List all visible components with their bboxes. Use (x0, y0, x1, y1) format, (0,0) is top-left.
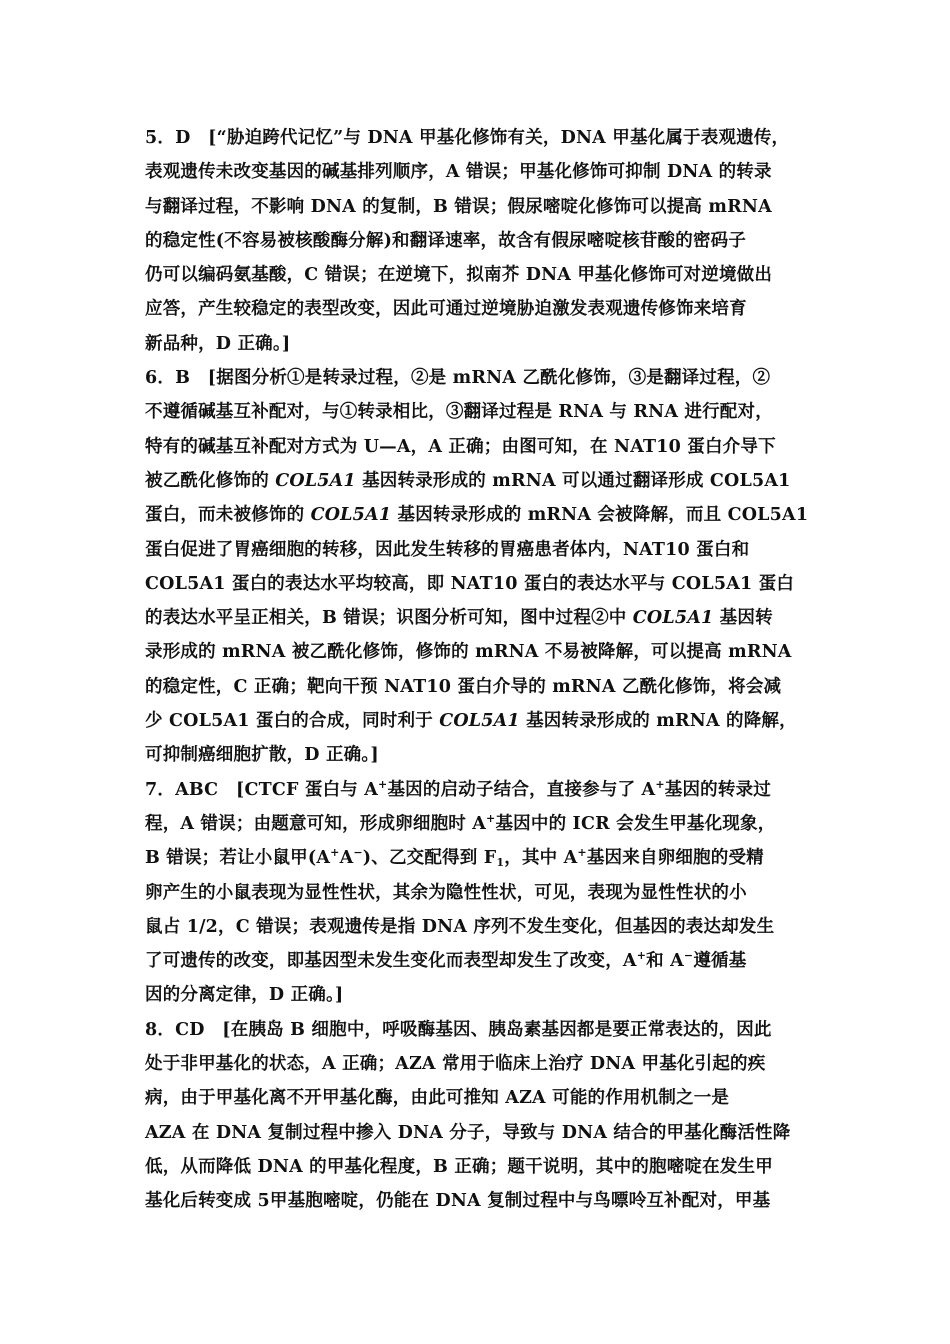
text-line: 卵产生的小鼠表现为显性性状，其余为隐性性状，可见，表现为显性性状的小 (145, 882, 747, 903)
text-line: 5．D [“胁迫跨代记忆”与 DNA 甲基化修饰有关，DNA 甲基化属于表观遗传， (145, 128, 790, 148)
text-line: 表观遗传未改变基因的碱基排列顺序，A 错误；甲基化修饰可抑制 DNA 的转录 (145, 162, 772, 183)
text-segment: 和 A (646, 951, 684, 972)
text-segment: 的表达水平呈正相关，B 错误；识图分析可知，图中过程②中 (145, 608, 633, 629)
text-segment: + (577, 846, 587, 860)
text-line: COL5A1 蛋白的表达水平均较高，即 NAT10 蛋白的表达水平与 COL5A1 蛋白 (145, 573, 795, 594)
text-segment: 基因中的 ICR 会发生甲基化现象， (495, 813, 776, 834)
text-line: 6．B [据图分析①是转录过程，②是 mRNA 乙酰化修饰，③是翻译过程，② (145, 368, 771, 389)
answer-explanation-text (145, 121, 813, 1219)
text-segment: − (683, 949, 694, 963)
text-line: AZA 在 DNA 复制过程中掺入 DNA 分子，导致与 DNA 结合的甲基化酶活性降 (145, 1122, 791, 1143)
text-segment: COL5A1 (275, 470, 356, 491)
text-line: 新品种，D 正确。] (145, 333, 291, 354)
text-line: 录形成的 mRNA 被乙酰化修饰，修饰的 mRNA 不易被降解，可以提高 mRNA (145, 642, 792, 663)
text-line (145, 944, 813, 978)
text-segment: COL5A1 (439, 711, 520, 732)
text-line: 鼠占 1/2，C 错误；表观遗传是指 DNA 序列不发生变化，但基因的表达却发生 (145, 916, 775, 937)
text-line (145, 601, 813, 635)
text-segment: ，其中 A (504, 848, 578, 869)
text-line: 特有的碱基互补配对方式为 U—A，A 正确；由图可知，在 NAT10 蛋白介导下 (145, 436, 776, 457)
text-segment: )、乙交配得到 F (362, 848, 497, 869)
text-segment: 被乙酰化修饰的 (145, 470, 276, 491)
text-segment: 基因的转录过 (664, 779, 771, 800)
text-segment: 7．ABC [CTCF 蛋白与 A (145, 779, 379, 800)
text-segment: 基因转 (713, 608, 773, 629)
text-line (145, 807, 813, 841)
text-line: 仍可以编码氨基酸，C 错误；在逆境下，拟南芥 DNA 甲基化修饰可对逆境做出 (145, 265, 773, 286)
text-line (145, 773, 813, 807)
text-segment: 基因的启动子结合，直接参与了 A (387, 779, 656, 800)
text-line: 可抑制癌细胞扩散，D 正确。] (145, 745, 379, 766)
text-segment: A (339, 848, 354, 869)
text-line (145, 464, 813, 498)
text-segment: B 错误；若让小鼠甲(A (145, 848, 331, 869)
text-line: 病，由于甲基化离不开甲基化酶，由此可推知 AZA 可能的作用机制之一是 (145, 1088, 730, 1109)
text-line (145, 498, 813, 532)
text-segment: COL5A1 (632, 608, 714, 629)
text-segment: 程，A 错误；由题意可知，形成卵细胞时 A (145, 813, 487, 834)
text-segment: 遵循基 (693, 951, 747, 972)
text-line: 低，从而降低 DNA 的甲基化程度，B 正确；题干说明，其中的胞嘧啶在发生甲 (145, 1156, 773, 1177)
text-segment: 1 (496, 856, 505, 870)
text-line: 处于非甲基化的状态，A 正确；AZA 常用于临床上治疗 DNA 甲基化引起的疾 (145, 1054, 766, 1075)
text-line (145, 841, 813, 875)
text-segment: 基因来自卵细胞的受精 (586, 848, 764, 869)
text-line: 蛋白促进了胃癌细胞的转移，因此发生转移的胃癌患者体内，NAT10 蛋白和 (145, 539, 750, 560)
text-segment: + (655, 777, 665, 791)
text-segment: COL5A1 (310, 505, 392, 526)
text-line: 应答，产生较稳定的表型改变，因此可通过逆境胁迫激发表观遗传修饰来培育 (145, 299, 747, 320)
text-line: 因的分离定律，D 正确。] (145, 985, 344, 1006)
text-segment: 基因转录形成的 mRNA 可以通过翻译形成 COL5A1 (355, 470, 791, 491)
text-segment: 了可遗传的改变，即基因型未发生变化而表型却发生了改变，A (145, 951, 637, 972)
text-segment: 基因转录形成的 mRNA 的降解， (519, 711, 797, 732)
text-line: 8．CD [在胰岛 B 细胞中，呼吸酶基因、胰岛素基因都是要正常表达的，因此 (145, 1019, 772, 1040)
text-line: 基化后转变成 5甲基胞嘧啶，仍能在 DNA 复制过程中与鸟嘌呤互补配对，甲基 (145, 1191, 771, 1212)
text-segment: + (486, 811, 496, 825)
text-segment: 基因转录形成的 mRNA 会被降解，而且 COL5A1 (391, 505, 809, 526)
text-segment: + (330, 846, 340, 860)
text-line (145, 704, 813, 738)
text-segment: 蛋白，而未被修饰的 (145, 505, 311, 526)
text-line: 的稳定性(不容易被核酸酶分解)和翻译速率，故含有假尿嘧啶核苷酸的密码子 (145, 230, 747, 251)
text-segment: 少 COL5A1 蛋白的合成，同时利于 (145, 711, 440, 732)
text-segment: + (636, 949, 647, 963)
text-line: 与翻译过程，不影响 DNA 的复制，B 错误；假尿嘧啶化修饰可以提高 mRNA (145, 196, 772, 217)
text-line: 的稳定性，C 正确；靶向干预 NAT10 蛋白介导的 mRNA 乙酰化修饰，将会减 (145, 676, 782, 697)
text-segment: − (353, 846, 363, 860)
text-line: 不遵循碱基互补配对，与①转录相比，③翻译过程是 RNA 与 RNA 进行配对， (145, 402, 773, 423)
text-segment: + (378, 777, 388, 791)
